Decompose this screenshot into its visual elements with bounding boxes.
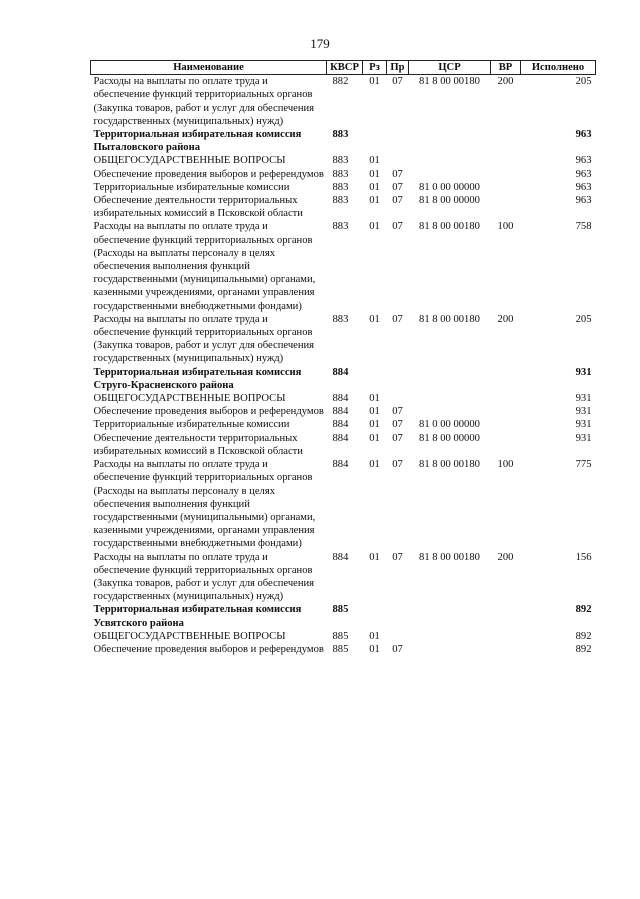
cell-kvsr: 884 <box>332 459 349 471</box>
cell-name: ОБЩЕГОСУДАРСТВЕННЫЕ ВОПРОСЫ <box>93 630 286 642</box>
cell-kvsr: 884 <box>332 419 349 431</box>
cell-vr <box>491 392 521 405</box>
cell-csr <box>409 643 491 656</box>
cell-kvsr: 882 <box>332 76 349 88</box>
cell-kvsr: 884 <box>332 406 349 418</box>
cell-vr <box>491 603 521 629</box>
cell-vr: 200 <box>497 313 514 325</box>
cell-name: ОБЩЕГОСУДАРСТВЕННЫЕ ВОПРОСЫ <box>93 155 286 167</box>
cell-kvsr: 883 <box>332 168 349 180</box>
budget-table <box>90 60 596 656</box>
cell-rz: 01 <box>369 221 380 233</box>
cell-rz: 01 <box>369 76 380 88</box>
cell-rz: 01 <box>369 195 380 207</box>
cell-pr: 07 <box>392 419 403 431</box>
table-row <box>91 366 596 392</box>
table-row <box>91 220 596 312</box>
cell-vr <box>491 432 521 458</box>
cell-executed: 963 <box>575 129 592 141</box>
cell-kvsr: 883 <box>332 155 349 167</box>
header-pr: Пр <box>387 61 409 75</box>
cell-pr: 07 <box>392 168 403 180</box>
cell-rz: 01 <box>369 406 380 418</box>
cell-pr: 07 <box>392 406 403 418</box>
cell-name: ОБЩЕГОСУДАРСТВЕННЫЕ ВОПРОСЫ <box>93 393 286 405</box>
cell-csr: 81 8 00 00000 <box>419 432 480 444</box>
page-number: 179 <box>310 36 330 51</box>
cell-rz: 01 <box>369 459 380 471</box>
cell-kvsr: 883 <box>332 313 349 325</box>
table-row <box>91 128 596 154</box>
cell-rz: 01 <box>369 313 380 325</box>
cell-rz: 01 <box>369 630 380 642</box>
cell-kvsr: 883 <box>332 221 349 233</box>
header-csr: ЦСР <box>409 61 491 75</box>
cell-vr <box>491 194 521 220</box>
cell-csr <box>409 128 491 154</box>
cell-pr: 07 <box>392 181 403 193</box>
table-row <box>91 551 596 604</box>
cell-csr: 81 8 00 00180 <box>419 459 480 471</box>
cell-rz <box>363 603 387 629</box>
cell-executed: 892 <box>575 604 592 616</box>
cell-vr: 100 <box>497 459 514 471</box>
cell-executed: 205 <box>575 76 592 88</box>
cell-csr: 81 0 00 00000 <box>419 419 480 431</box>
table-row <box>91 418 596 431</box>
cell-pr: 07 <box>392 76 403 88</box>
cell-kvsr: 885 <box>332 604 349 616</box>
table-row <box>91 194 596 220</box>
cell-executed: 931 <box>575 393 592 405</box>
cell-name: Территориальные избирательные комиссии <box>93 419 290 431</box>
cell-executed: 931 <box>575 366 592 378</box>
cell-rz <box>363 128 387 154</box>
table-row <box>91 75 596 128</box>
table-row <box>91 313 596 366</box>
cell-executed: 963 <box>575 155 592 167</box>
cell-pr: 07 <box>392 643 403 655</box>
cell-rz <box>363 366 387 392</box>
cell-name: Расходы на выплаты по оплате труда и обеспечение функций территориальных органов (Закупка товаров, работ и услуг для обеспечения государственных (муниципальных) нужд) <box>93 76 315 127</box>
table-row <box>91 392 596 405</box>
header-executed: Исполнено <box>521 61 596 75</box>
cell-name: Обеспечение проведения выборов и референдумов <box>93 168 324 180</box>
cell-executed: 758 <box>575 221 592 233</box>
cell-name: Расходы на выплаты по оплате труда и обеспечение функций территориальных органов (Закупка товаров, работ и услуг для обеспечения государственных (муниципальных) нужд) <box>93 313 315 365</box>
cell-executed: 931 <box>575 432 592 444</box>
cell-pr <box>387 603 409 629</box>
table-row <box>91 630 596 643</box>
cell-kvsr: 884 <box>332 432 349 444</box>
cell-rz: 01 <box>369 181 380 193</box>
cell-name: Расходы на выплаты по оплате труда и обеспечение функций территориальных органов (Закупка товаров, работ и услуг для обеспечения государственных (муниципальных) нужд) <box>93 551 315 603</box>
table-row <box>91 405 596 418</box>
cell-pr: 07 <box>392 195 403 207</box>
cell-vr <box>491 168 521 181</box>
cell-name: Обеспечение проведения выборов и референдумов <box>93 406 324 418</box>
cell-pr: 07 <box>392 551 403 563</box>
table-row <box>91 154 596 167</box>
cell-csr: 81 0 00 00000 <box>419 181 480 193</box>
cell-executed: 931 <box>575 419 592 431</box>
cell-vr: 100 <box>497 221 514 233</box>
cell-pr: 07 <box>392 459 403 471</box>
cell-rz: 01 <box>369 551 380 563</box>
cell-pr <box>387 630 409 643</box>
cell-name: Обеспечение проведения выборов и референдумов <box>93 643 324 655</box>
cell-rz: 01 <box>369 643 380 655</box>
table-header <box>91 61 596 75</box>
cell-csr <box>409 168 491 181</box>
cell-name: Территориальная избирательная комиссия Усвятского района <box>93 604 302 629</box>
cell-kvsr: 885 <box>332 630 349 642</box>
cell-csr <box>409 154 491 167</box>
header-kvsr: КВСР <box>327 61 363 75</box>
cell-csr: 81 8 00 00000 <box>419 195 480 207</box>
cell-kvsr: 884 <box>332 393 349 405</box>
table-row <box>91 643 596 656</box>
cell-csr <box>409 603 491 629</box>
cell-name: Расходы на выплаты по оплате труда и обеспечение функций территориальных органов (Расходы на выплаты персоналу в целях обеспечения выполнения функций государственными (муниципальными) органами, казенными учреждениями, органами управления государственными внебюджетными фондами) <box>93 221 316 312</box>
table-row <box>91 168 596 181</box>
cell-vr <box>491 418 521 431</box>
cell-vr <box>491 181 521 194</box>
cell-executed: 963 <box>575 168 592 180</box>
cell-pr <box>387 366 409 392</box>
header-name: Наименование <box>91 61 327 75</box>
cell-csr <box>409 392 491 405</box>
table-row <box>91 432 596 458</box>
cell-kvsr: 884 <box>332 366 349 378</box>
cell-executed: 892 <box>575 630 592 642</box>
cell-csr: 81 8 00 00180 <box>419 221 480 233</box>
cell-pr: 07 <box>392 313 403 325</box>
cell-pr <box>387 154 409 167</box>
table-body <box>91 75 596 656</box>
cell-name: Обеспечение деятельности территориальных избирательных комиссий в Псковской области <box>93 195 303 220</box>
cell-executed: 931 <box>575 406 592 418</box>
cell-executed: 963 <box>575 181 592 193</box>
cell-csr <box>409 630 491 643</box>
cell-executed: 892 <box>575 643 592 655</box>
cell-name: Территориальная избирательная комиссия Пыталовского района <box>93 129 302 154</box>
cell-kvsr: 885 <box>332 643 349 655</box>
cell-kvsr: 883 <box>332 195 349 207</box>
table-row <box>91 603 596 629</box>
cell-kvsr: 883 <box>332 129 349 141</box>
table-row <box>91 181 596 194</box>
cell-csr <box>409 405 491 418</box>
cell-executed: 775 <box>575 459 592 471</box>
cell-pr <box>387 392 409 405</box>
cell-vr: 200 <box>497 76 514 88</box>
cell-rz: 01 <box>369 155 380 167</box>
cell-rz: 01 <box>369 419 380 431</box>
cell-executed: 963 <box>575 195 592 207</box>
cell-vr <box>491 643 521 656</box>
cell-vr <box>491 405 521 418</box>
cell-name: Территориальные избирательные комиссии <box>93 181 290 193</box>
cell-csr: 81 8 00 00180 <box>419 313 480 325</box>
cell-csr: 81 8 00 00180 <box>419 551 480 563</box>
cell-executed: 156 <box>575 551 592 563</box>
cell-vr <box>491 154 521 167</box>
cell-pr: 07 <box>392 432 403 444</box>
header-rz: Рз <box>363 61 387 75</box>
header-vr: ВР <box>491 61 521 75</box>
cell-pr: 07 <box>392 221 403 233</box>
cell-rz: 01 <box>369 393 380 405</box>
cell-pr <box>387 128 409 154</box>
cell-rz: 01 <box>369 168 380 180</box>
table-row <box>91 458 596 550</box>
cell-executed: 205 <box>575 313 592 325</box>
cell-rz: 01 <box>369 432 380 444</box>
cell-vr <box>491 630 521 643</box>
cell-vr <box>491 128 521 154</box>
cell-vr: 200 <box>497 551 514 563</box>
cell-csr: 81 8 00 00180 <box>419 76 480 88</box>
cell-csr <box>409 366 491 392</box>
cell-name: Территориальная избирательная комиссия Струго-Красненского района <box>93 366 302 391</box>
cell-name: Обеспечение деятельности территориальных избирательных комиссий в Псковской области <box>93 432 303 457</box>
cell-kvsr: 884 <box>332 551 349 563</box>
cell-kvsr: 883 <box>332 181 349 193</box>
cell-name: Расходы на выплаты по оплате труда и обеспечение функций территориальных органов (Расходы на выплаты персоналу в целях обеспечения выполнения функций государственными (муниципальными) органами, казенными учреждениями, органами управления государственными внебюджетными фондами) <box>93 459 316 550</box>
cell-vr <box>491 366 521 392</box>
